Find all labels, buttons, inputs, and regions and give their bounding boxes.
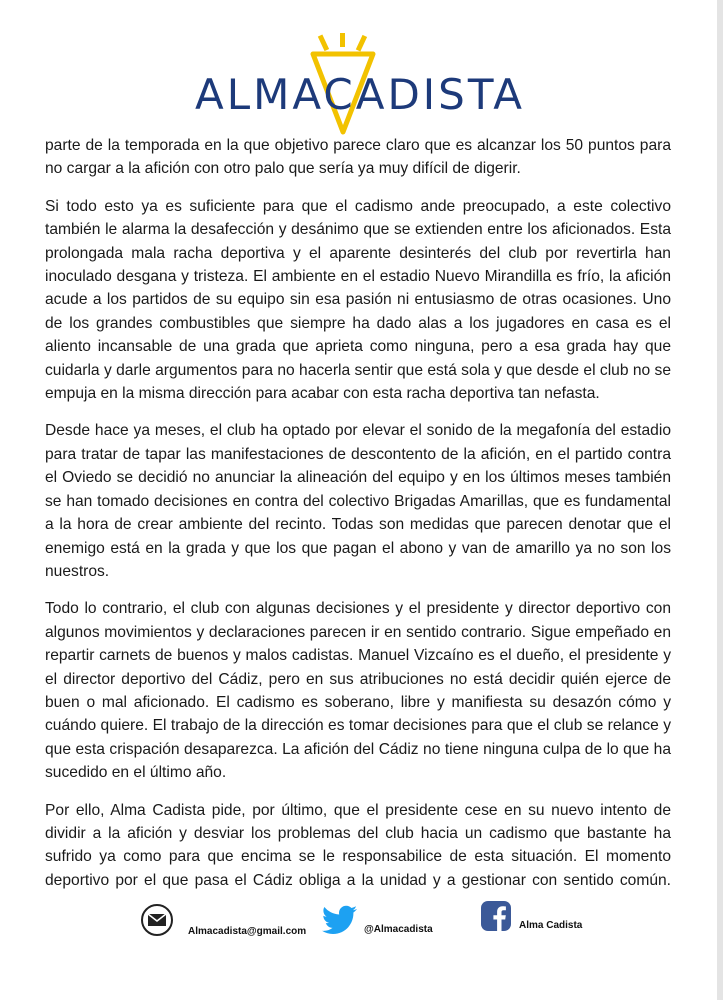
facebook-icon: [481, 901, 511, 931]
facebook-page[interactable]: Alma Cadista: [519, 920, 583, 931]
almacadista-logo: [195, 30, 525, 140]
paragraph-5: Por ello, Alma Cadista pide, por último, que el presidente cese en su nuevo intento de dividir a la afición y desviar los problemas del club hacia un cadismo que bastante ha sufrido ya como para que encima se le responsabilice de esta situación. El momento deportivo por el que pasa el Cádiz obliga a la unidad y a gestionar con sentido común.: [45, 801, 671, 889]
email-contact[interactable]: [140, 903, 306, 937]
email-icon: [140, 903, 174, 937]
paragraph-3: Desde hace ya meses, el club ha optado por elevar el sonido de la megafonía del estadio para tratar de tapar las manifestaciones de descontento de la afición, en el partido contra el Oviedo se decidió no anunciar la alineación del equipo y en los últimos meses también se han tomado decisiones en contra del colectivo Brigadas Amarillas, que es fundamental a la hora de crear ambiente del recinto. Todas son medidas que parecen denotar que el enemigo está en la grada y que los que pagan el abono y van de amarillo ya no son los nuestros.: [45, 422, 671, 580]
logo-wordmark: ALMACADISTA: [195, 70, 525, 119]
paragraph-4: Todo lo contrario, el club con algunas decisiones y el presidente y director deportivo con algunos movimientos y declaraciones parecen ir en sentido contrario. Sigue empeñado en repartir carnets de buenos y malos cadistas. Manuel Vizcaíno es el dueño, el presidente y el director deportivo del Cádiz, pero en sus atribuciones no está decidir quién ejerce de buen o mal aficionado. El cadismo es soberano, libre y manifiesta su desazón cómo y cuándo quiere. El trabajo de la dirección es tomar decisiones para que el club se relance y que esta crispación desaparezca. La afición del Cádiz no tiene ninguna culpa de lo que ha sucedido en el último año.: [45, 600, 671, 782]
contact-footer: [0, 895, 723, 955]
twitter-handle[interactable]: @Almacadista: [364, 924, 433, 935]
facebook-contact[interactable]: [481, 901, 582, 931]
page-edge: [717, 0, 723, 1000]
email-text[interactable]: Almacadista@gmail.com: [188, 926, 307, 937]
twitter-icon: [322, 905, 358, 935]
twitter-contact[interactable]: [322, 905, 433, 935]
paragraph-1: parte de la temporada en la que objetivo parece claro que es alcanzar los 50 puntos para no cargar a la afición con otro palo que sería ya muy difícil de digerir.: [45, 137, 671, 178]
paragraph-2: Si todo esto ya es suficiente para que el cadismo ande preocupado, a este colectivo también le alarma la desafección y desánimo que se extienden entre los aficionados. Esta prolongada mala racha deportiva y el aparente desinterés del club por revertirla han inoculado desgana y tristeza. El ambiente en el estadio Nuevo Mirandilla es frío, la afición acude a los partidos de su equipo sin esa pasión ni entusiasmo de otras ocasiones. Uno de los grandes combustibles que siempre ha dado alas a los jugadores en casa es el aliento incansable de una grada que aprieta como ninguna, pero a esa grada hay que cuidarla y darle argumentos para no hacerla sentir que está sola y que desde el club no se empuja en la misma dirección para acabar con esta racha deportiva tan nefasta.: [45, 197, 671, 403]
article-body: [45, 134, 671, 906]
